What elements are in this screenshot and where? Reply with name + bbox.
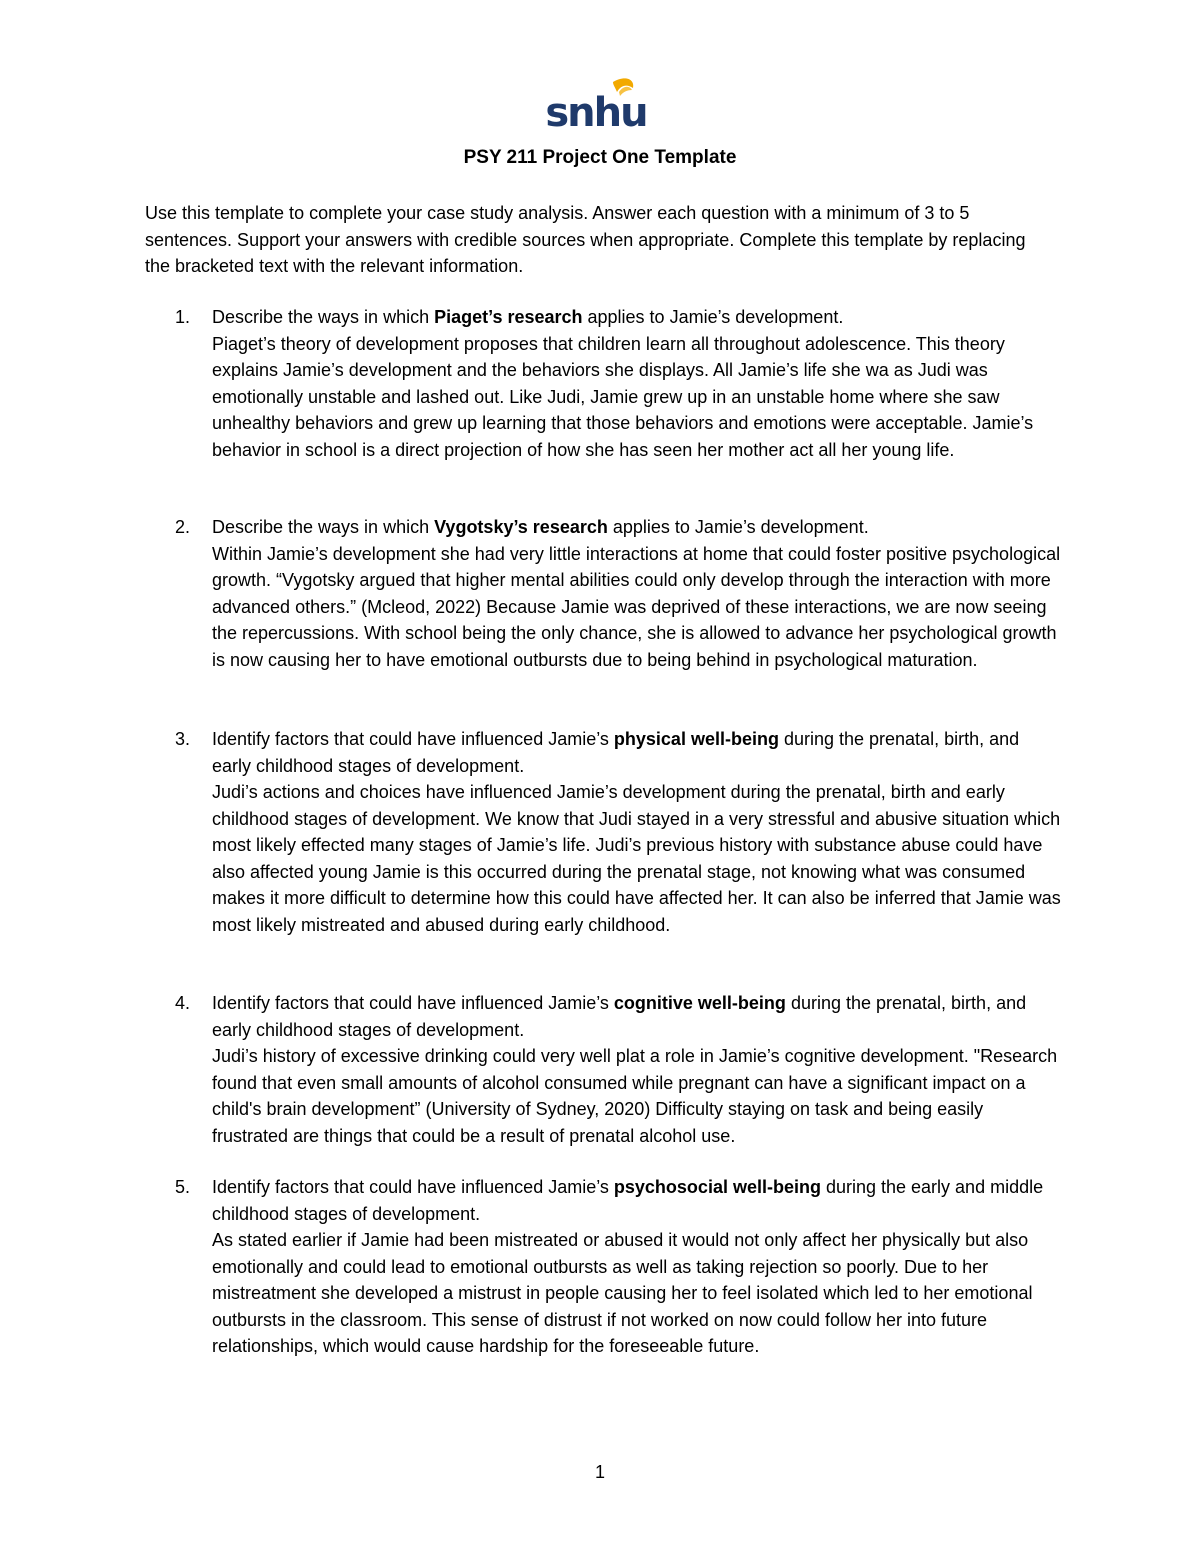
question-prompt — [212, 726, 1062, 779]
answer-text: Piaget’s theory of development proposes that children learn all throughout adolescence. This theory explains Jamie’s development and the behaviors she displays. All Jamie’s life she wa as Judi was emotionally unstable and lashed out. Like Judi, Jamie grew up in an unstable home where she saw unhealthy behaviors and grew up learning that those behaviors and emotions were acceptable. Jamie’s behavior in school is a direct projection of how she has seen her mother act all her young life. — [212, 333, 1034, 460]
question-body — [212, 990, 1062, 1149]
document-title: PSY 211 Project One Template — [463, 147, 737, 168]
prompt-text: Identify factors that could have influenced Jamie’s — [212, 729, 614, 749]
prompt-text: during the prenatal, birth, and early childhood stages of development. — [212, 993, 1027, 1040]
page-number: 1 — [594, 1462, 605, 1482]
answer-text: As stated earlier if Jamie had been mistreated or abused it would not only affect her physically but also emotionally and could lead to emotional outbursts as well as taking rejection so poorly. Due to her mistreatment she developed a mistrust in people causing her to feel isolated which led to her emotional outbursts in the classroom. This sense of distrust if not worked on now could follow her into future relationships, which would cause hardship for the foreseeable future. — [212, 1230, 1033, 1356]
prompt-emphasis: psychosocial well-being — [613, 1177, 821, 1197]
prompt-text: applies to Jamie’s development. — [607, 517, 869, 537]
prompt-text: Identify factors that could have influenced Jamie’s — [212, 1177, 614, 1197]
question-number: 3. — [175, 729, 191, 749]
question-number: 1. — [175, 307, 191, 327]
question-prompt — [212, 304, 1062, 331]
question-body — [212, 514, 1062, 673]
prompt-text: Describe the ways in which — [212, 517, 435, 537]
question-body — [212, 1174, 1062, 1360]
intro-text: Use this template to complete your case study analysis. Answer each question with a minimum of 3 to 5 sentences. Support your answers with credible sources when appropriate. Complete this template by replacing the bracketed text with the relevant information. — [145, 203, 1026, 276]
question-prompt — [212, 514, 1062, 541]
prompt-emphasis: cognitive well-being — [613, 993, 786, 1013]
intro-paragraph — [145, 200, 1055, 280]
answer-text: Judi’s actions and choices have influenced Jamie’s development during the prenatal, birth and early childhood stages of development. We know that Judi stayed in a very stressful and abusive situation which most likely effected many stages of Jamie’s life. Judi’s previous history with substance abuse could have also affected young Jamie is this occurred during the prenatal stage, not knowing what was consumed makes it more difficult to determine how this could have affected her. It can also be inferred that Jamie was most likely mistreated and abused during early childhood. — [212, 782, 1061, 935]
question-number: 2. — [175, 517, 191, 537]
answer-text: Within Jamie’s development she had very little interactions at home that could foster positive psychological growth. “Vygotsky argued that higher mental abilities could only develop through the interaction with more advanced others.” (Mcleod, 2022) Because Jamie was deprived of these interactions, we are now seeing the repercussions. With school being the only chance, she is allowed to advance her psychological growth is now causing her to have emotional outbursts due to being behind in psychological maturation. — [212, 543, 1061, 670]
prompt-text: Identify factors that could have influenced Jamie’s — [212, 993, 614, 1013]
prompt-emphasis: Piaget’s research — [434, 307, 583, 327]
answer-text: Judi’s history of excessive drinking could very well plat a role in Jamie’s cognitive development. "Research found that even small amounts of alcohol consumed while pregnant can have a significant impact on a child's brain development” (University of Sydney, 2020) Difficulty staying on task and being easily frustrated are things that could be a result of prenatal alcohol use. — [212, 1046, 1058, 1146]
question-body — [212, 304, 1062, 463]
prompt-emphasis: Vygotsky’s research — [434, 517, 608, 537]
svg-text:snhu: snhu — [545, 90, 647, 136]
prompt-text: during the prenatal, birth, and early childhood stages of development. — [212, 729, 1020, 776]
question-prompt — [212, 1174, 1062, 1227]
prompt-text: Describe the ways in which — [212, 307, 435, 327]
question-body — [212, 726, 1062, 938]
prompt-emphasis: physical well-being — [613, 729, 779, 749]
prompt-text: applies to Jamie’s development. — [582, 307, 844, 327]
question-prompt — [212, 990, 1062, 1043]
snhu-logo — [545, 76, 647, 136]
question-number: 4. — [175, 993, 191, 1013]
prompt-text: during the early and middle childhood stages of development. — [212, 1177, 1044, 1224]
question-number: 5. — [175, 1177, 191, 1197]
